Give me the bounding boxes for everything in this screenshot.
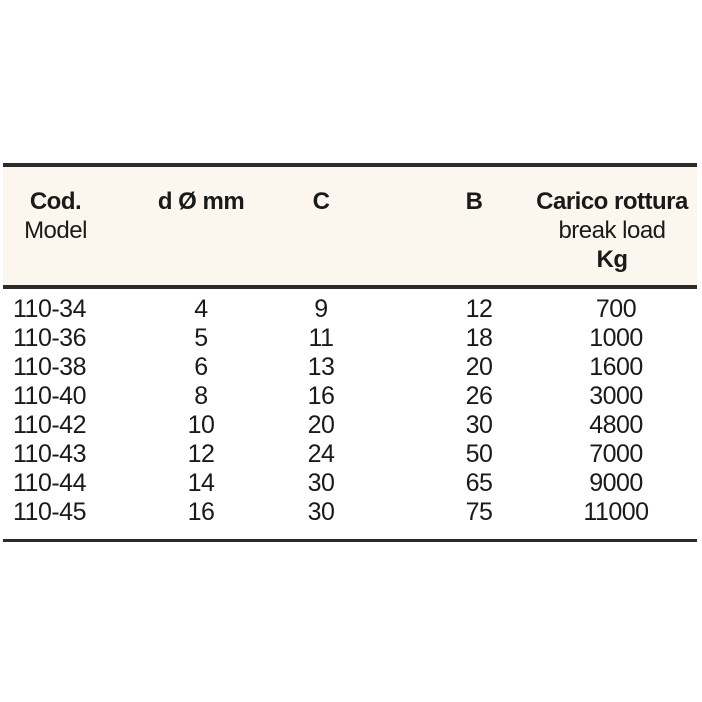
header-label: Carico rottura [536, 188, 688, 215]
cell-break-load: 7000 [589, 440, 643, 468]
cell-c: 11 [308, 324, 334, 352]
cell-b: 20 [465, 353, 493, 381]
cell-c: 30 [307, 469, 335, 497]
cell-b: 26 [465, 382, 493, 410]
cell-break-load: 1000 [589, 324, 643, 352]
cell-diameter: 10 [187, 411, 215, 439]
header-label: d Ø mm [157, 188, 245, 215]
cell-code: 110-38 [13, 353, 86, 381]
header-break-load [518, 187, 702, 274]
table-row [3, 498, 697, 527]
cell-code: 110-42 [13, 411, 86, 439]
cell-c: 9 [314, 295, 328, 323]
header-label: Cod. [29, 188, 82, 215]
header-label: C [312, 188, 330, 215]
table-body [3, 289, 697, 539]
header-unit: Kg [596, 246, 628, 273]
header-b [439, 187, 509, 216]
header-sublabel: break load [558, 217, 666, 244]
cell-code: 110-34 [13, 295, 86, 323]
table-row [3, 353, 697, 382]
header-cod-model [8, 187, 103, 245]
cell-diameter: 4 [194, 295, 208, 323]
cell-break-load: 11000 [583, 498, 649, 526]
cell-c: 30 [307, 498, 335, 526]
header-sublabel: Model [24, 217, 87, 244]
cell-break-load: 3000 [589, 382, 643, 410]
cell-diameter: 8 [194, 382, 208, 410]
cell-diameter: 6 [194, 353, 208, 381]
cell-code: 110-43 [13, 440, 86, 468]
cell-code: 110-40 [13, 382, 86, 410]
cell-b: 18 [465, 324, 493, 352]
cell-c: 24 [307, 440, 335, 468]
cell-code: 110-44 [13, 469, 86, 497]
cell-diameter: 16 [187, 498, 215, 526]
cell-b: 30 [465, 411, 493, 439]
table-header [3, 167, 697, 285]
cell-b: 12 [465, 295, 493, 323]
header-c [286, 187, 356, 216]
cell-break-load: 1600 [589, 353, 643, 381]
table-row [3, 469, 697, 498]
header-label: B [465, 188, 483, 215]
table-row [3, 382, 697, 411]
table-row [3, 411, 697, 440]
cell-c: 13 [307, 353, 335, 381]
cell-diameter: 5 [194, 324, 208, 352]
cell-break-load: 700 [595, 295, 637, 323]
table-row [3, 324, 697, 353]
table-row [3, 295, 697, 324]
cell-b: 65 [465, 469, 493, 497]
cell-code: 110-45 [13, 498, 86, 526]
cell-break-load: 4800 [589, 411, 643, 439]
cell-diameter: 14 [187, 469, 215, 497]
table-row [3, 440, 697, 469]
spec-table [3, 163, 697, 542]
cell-code: 110-36 [13, 324, 86, 352]
cell-c: 20 [307, 411, 335, 439]
cell-b: 75 [465, 498, 493, 526]
header-diameter [146, 187, 256, 216]
table-bottom-rule [3, 539, 697, 542]
cell-b: 50 [465, 440, 493, 468]
cell-c: 16 [307, 382, 335, 410]
cell-break-load: 9000 [589, 469, 643, 497]
cell-diameter: 12 [187, 440, 215, 468]
